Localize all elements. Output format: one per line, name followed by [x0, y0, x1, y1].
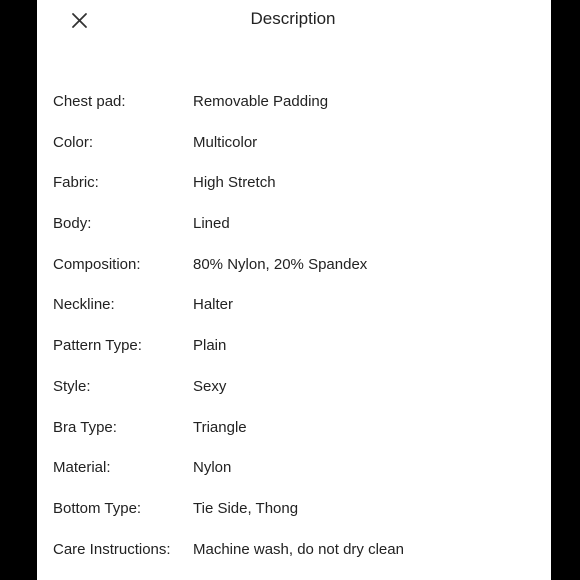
attribute-value: Lined [193, 215, 230, 233]
attribute-label: Bra Type: [53, 418, 117, 436]
attribute-label: Chest pad: [53, 93, 126, 110]
attribute-label: Color: [53, 133, 94, 151]
attribute-value: High Stretch [193, 174, 276, 192]
attribute-value: Tie Side, Thong [193, 499, 299, 517]
header [37, 0, 551, 44]
attribute-label: Neckline: [53, 296, 115, 314]
attribute-label: Composition: [53, 255, 141, 273]
attribute-value: Plain [193, 337, 227, 355]
page-title: Description [250, 9, 336, 28]
attribute-label: Bottom Type: [53, 499, 142, 517]
attribute-row [37, 285, 551, 326]
attribute-row [37, 204, 551, 245]
attribute-row [37, 123, 551, 164]
attribute-label: Pattern Type: [53, 337, 142, 355]
attribute-value: Nylon [193, 459, 232, 477]
attribute-row [37, 367, 551, 408]
attribute-value: Triangle [193, 418, 247, 436]
attribute-label: Body: [53, 215, 92, 233]
attribute-value: Machine wash, do not dry clean [193, 540, 404, 558]
description-panel [37, 0, 551, 580]
attribute-label: Style: [53, 377, 91, 395]
attribute-label: Material: [53, 459, 111, 477]
attribute-row [37, 326, 551, 367]
attribute-value: Removable Padding [193, 93, 329, 110]
attribute-value: 80% Nylon, 20% Spandex [193, 255, 368, 273]
attribute-value: Multicolor [193, 133, 258, 151]
attribute-label: Fabric: [53, 174, 99, 192]
attribute-row [37, 530, 551, 571]
attribute-row [37, 245, 551, 286]
attribute-value: Sexy [193, 377, 227, 395]
attribute-label: Care Instructions: [53, 540, 171, 558]
attribute-value: Halter [193, 296, 234, 314]
attribute-list [37, 82, 551, 570]
attribute-row [37, 82, 551, 123]
attribute-row [37, 408, 551, 449]
attribute-row [37, 448, 551, 489]
attribute-row [37, 163, 551, 204]
attribute-row [37, 489, 551, 530]
